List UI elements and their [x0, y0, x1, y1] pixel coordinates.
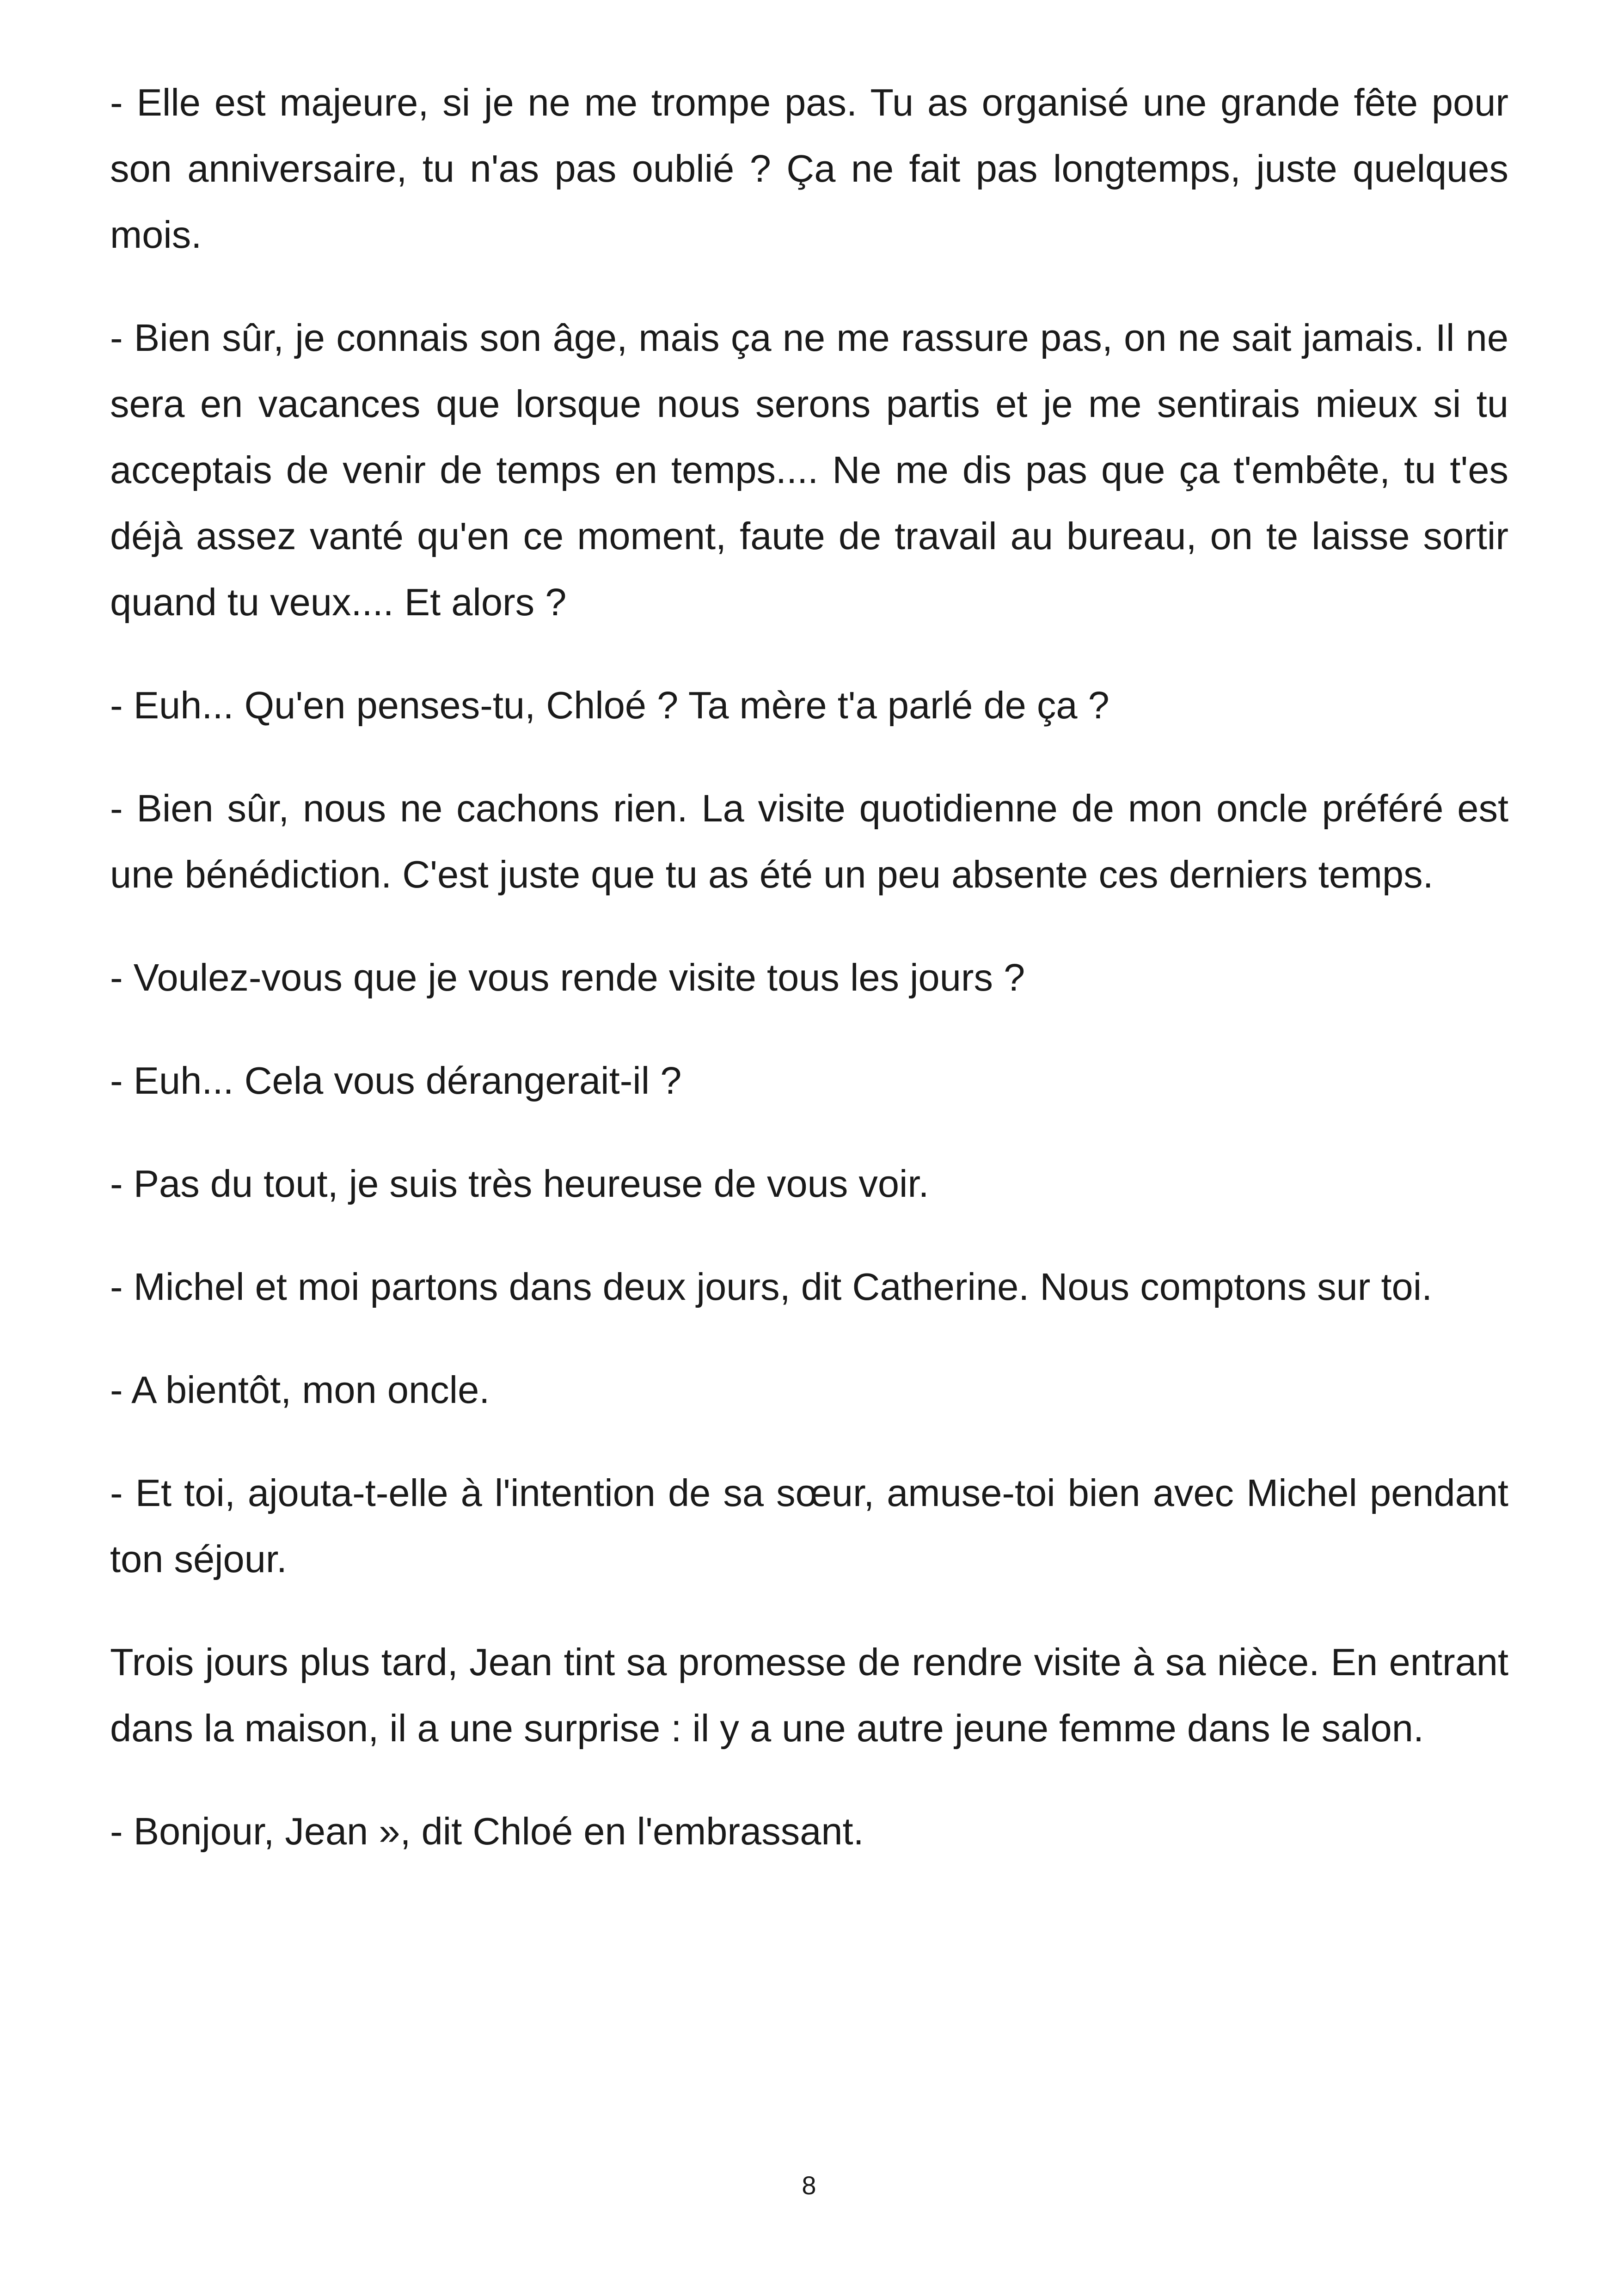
paragraph-1: - Elle est majeure, si je ne me trompe pas. Tu as organisé une grande fête pour son anniversaire, tu n'as pas oublié ? Ça ne fait pas longtemps, juste quelques mois. — [110, 81, 1508, 256]
paragraph-9: - A bientôt, mon oncle. — [110, 1368, 490, 1411]
paragraph-6: - Euh... Cela vous dérangerait-il ? — [110, 1059, 682, 1102]
paragraph-5: - Voulez-vous que je vous rende visite tous les jours ? — [110, 956, 1025, 999]
body-text — [110, 69, 1508, 1901]
paragraph-10: - Et toi, ajouta-t-elle à l'intention de sa sœur, amuse-toi bien avec Michel pendant ton séjour. — [110, 1471, 1508, 1580]
page-number: 8 — [802, 2171, 816, 2200]
paragraph-7: - Pas du tout, je suis très heureuse de vous voir. — [110, 1162, 929, 1205]
paragraph-8: - Michel et moi partons dans deux jours, dit Catherine. Nous comptons sur toi. — [110, 1265, 1433, 1308]
paragraph-11: Trois jours plus tard, Jean tint sa promesse de rendre visite à sa nièce. En entrant dans la maison, il a une surprise : il y a une autre jeune femme dans le salon. — [110, 1641, 1508, 1750]
paragraph-4: - Bien sûr, nous ne cachons rien. La visite quotidienne de mon oncle préféré est une bénédiction. C'est juste que tu as été un peu absente ces derniers temps. — [110, 787, 1508, 896]
paragraph-12: - Bonjour, Jean », dit Chloé en l'embrassant. — [110, 1810, 864, 1853]
paragraph-2: - Bien sûr, je connais son âge, mais ça ne me rassure pas, on ne sait jamais. Il ne sera en vacances que lorsque nous serons partis et je me sentirais mieux si tu acceptais de venir de temps en temps.... Ne me dis pas que ça t'embête, tu t'es déjà assez vanté qu'en ce moment, faute de travail au bureau, on te laisse sortir quand tu veux.... Et alors ? — [110, 316, 1508, 624]
paragraph-3: - Euh... Qu'en penses-tu, Chloé ? Ta mère t'a parlé de ça ? — [110, 684, 1109, 727]
